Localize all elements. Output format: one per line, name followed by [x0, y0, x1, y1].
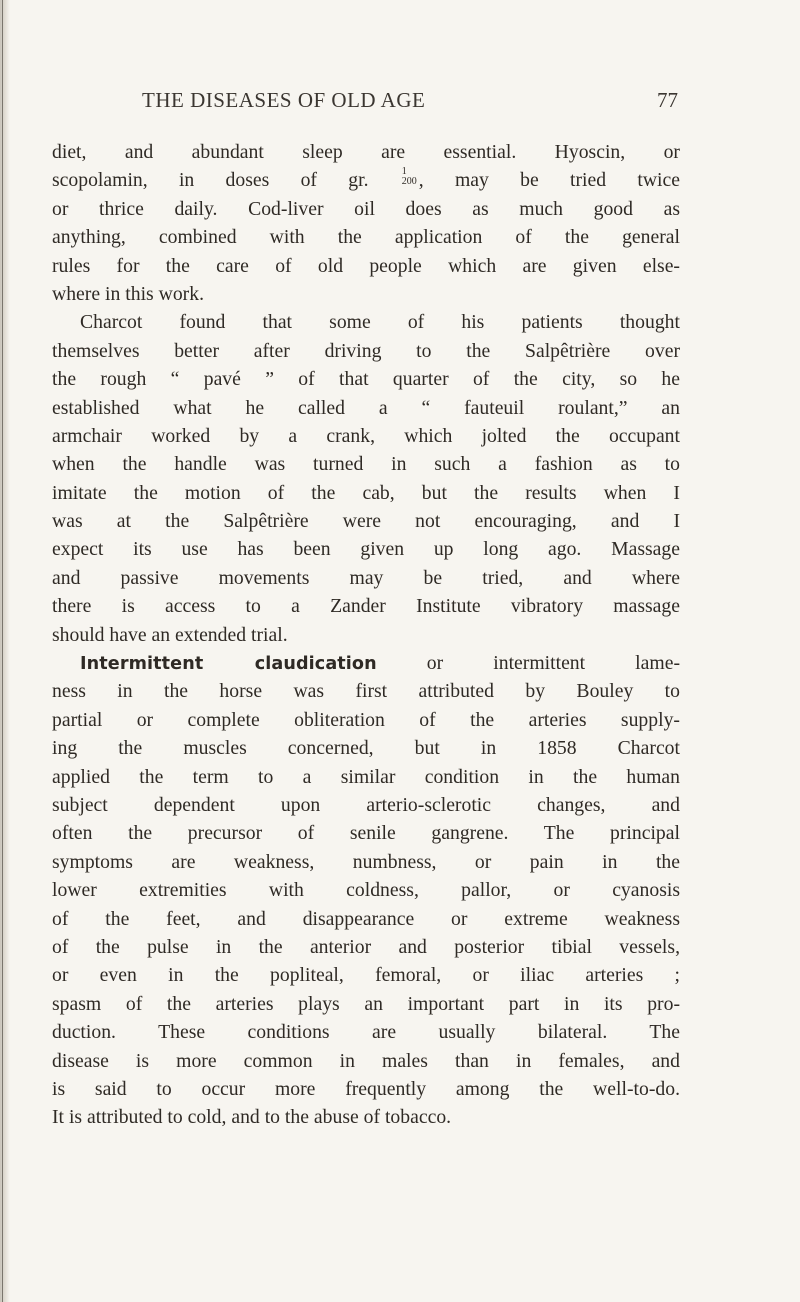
text-line: duction. These conditions are usually bilateral. The	[52, 1021, 680, 1044]
text-line: diet, and abundant sleep are essential. Hyoscin, or	[52, 141, 680, 163]
page-header	[52, 88, 678, 118]
text-line: ness in the horse was first attributed by Bouley to	[52, 680, 680, 703]
text-line: partial or complete obliteration of the arteries supply-	[52, 708, 680, 731]
text-segment: scopolamin, in doses of gr.	[52, 169, 400, 192]
text-line: armchair worked by a crank, which jolted the occupant	[52, 424, 680, 447]
fraction	[402, 167, 417, 187]
text-line: established what he called a “ fauteuil roulant,” an	[52, 396, 680, 419]
text-line: of the pulse in the anterior and posterior tibial vessels,	[52, 935, 680, 958]
text-line: disease is more common in males than in females, and	[52, 1049, 680, 1072]
text-line: was at the Salpêtrière were not encouraging, and I	[52, 510, 680, 533]
text-line: or thrice daily. Cod-liver oil does as much good as	[52, 197, 680, 220]
text-line: is said to occur more frequently among the well-to-do.	[52, 1077, 680, 1100]
text-segment: , may be tried twice	[418, 169, 680, 192]
page-edge-line	[2, 0, 3, 1302]
text-line: should have an extended trial.	[52, 623, 288, 646]
fraction-numerator: 1	[401, 166, 407, 178]
text-line: symptoms are weakness, numbness, or pain in the	[52, 850, 680, 873]
running-title: THE DISEASES OF OLD AGE	[142, 88, 426, 112]
section-term: Intermittent claudication	[80, 654, 377, 675]
text-line: when the handle was turned in such a fashion as to	[52, 453, 680, 476]
text-line: It is attributed to cold, and to the abuse of tobacco.	[52, 1106, 452, 1129]
text-line: Charcot found that some of his patients thought	[80, 311, 680, 334]
text-line: ing the muscles concerned, but in 1858 Charcot	[52, 737, 680, 760]
text-line: themselves better after driving to the Salpêtrière over	[52, 339, 680, 362]
text-line: anything, combined with the application of the general	[52, 226, 680, 249]
text-line: spasm of the arteries plays an important part in its pro-	[52, 992, 680, 1015]
text-segment: or intermittent lame-	[376, 652, 680, 675]
text-line: subject dependent upon arterio-sclerotic changes, and	[52, 793, 680, 816]
text-line: of the feet, and disappearance or extreme weakness	[52, 907, 680, 930]
text-line: applied the term to a similar condition in the human	[52, 765, 680, 788]
body-text	[52, 138, 680, 1132]
text-line: or even in the popliteal, femoral, or iliac arteries ;	[52, 964, 680, 987]
text-line: imitate the motion of the cab, but the results when I	[52, 481, 680, 504]
text-line: the rough “ pavé ” of that quarter of the city, so he	[52, 368, 680, 391]
text-line	[52, 649, 680, 677]
fraction-denominator: 200	[401, 176, 417, 188]
text-line: where in this work.	[52, 282, 205, 305]
text-line: rules for the care of old people which are given else-	[52, 254, 680, 277]
text-line: expect its use has been given up long ago. Massage	[52, 538, 680, 561]
text-line: there is access to a Zander Institute vibratory massage	[52, 595, 680, 618]
page-number: 77	[657, 88, 678, 112]
text-line	[52, 166, 680, 194]
text-line: often the precursor of senile gangrene. The principal	[52, 822, 680, 845]
text-line: and passive movements may be tried, and where	[52, 566, 680, 589]
text-line: lower extremities with coldness, pallor, or cyanosis	[52, 879, 680, 902]
